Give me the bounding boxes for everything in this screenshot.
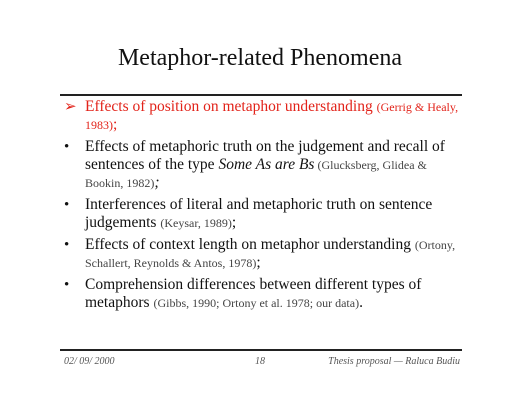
footer-author: Thesis proposal — Raluca Budiu: [328, 356, 460, 367]
bullet-item: [64, 138, 460, 192]
bullet-citation: (Gibbs, 1990; Ortony et al. 1978; our data): [153, 296, 360, 310]
dot-bullet-icon: •: [64, 139, 70, 155]
bullet-text: Interferences of literal and metaphoric truth on sentence judgements: [85, 196, 433, 231]
bullet-text: Effects of metaphoric truth on the judgement and recall of sentences of the type: [85, 138, 445, 173]
bullet-citation: (Glucksberg, Glidea & Bookin, 1982): [85, 158, 427, 190]
dot-bullet-icon: •: [64, 237, 70, 253]
bullet-citation: (Ortony, Schallert, Reynolds & Antos, 1978): [85, 238, 456, 270]
bullet-punctuation: ;: [256, 254, 261, 271]
dot-bullet-icon: •: [64, 197, 70, 213]
bullet-item: [64, 276, 460, 312]
bullet-text: Effects of context length on metaphor understanding: [85, 236, 415, 253]
bullet-punctuation: ;: [113, 116, 118, 133]
footer-page-number: 18: [255, 356, 265, 367]
slide-title: Metaphor-related Phenomena: [117, 45, 403, 71]
bullet-text: Comprehension differences between different types of metaphors: [85, 276, 422, 311]
bullet-punctuation: ;: [231, 214, 237, 231]
arrow-bullet-icon: ➢: [64, 99, 77, 115]
title-divider: [60, 94, 462, 96]
bullet-item: [64, 98, 460, 134]
bullet-emphasis: Some As are Bs: [218, 156, 315, 173]
bullet-item: [64, 236, 460, 272]
footer-date: 02/ 09/ 2000: [64, 356, 115, 367]
bullet-list: [64, 98, 460, 316]
bullet-citation: (Gerrig & Healy, 1983): [85, 100, 459, 132]
dot-bullet-icon: •: [64, 277, 70, 293]
bullet-item: [64, 196, 460, 232]
footer-divider: [60, 349, 462, 351]
bullet-punctuation: .: [359, 294, 363, 311]
bullet-punctuation: ;: [154, 174, 160, 191]
bullet-citation: (Keysar, 1989): [160, 216, 232, 230]
bullet-text: Effects of position on metaphor understanding: [85, 98, 377, 115]
